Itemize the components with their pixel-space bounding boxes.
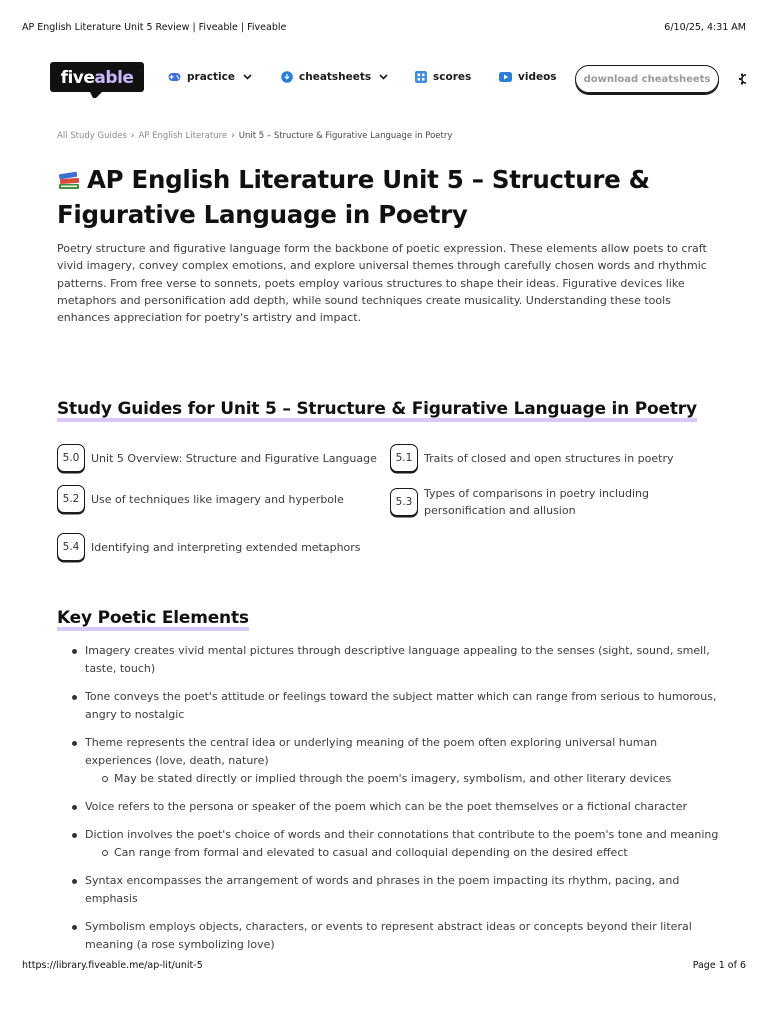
- key-elements-list: [70, 642, 720, 964]
- sub-list-item: May be stated directly or implied through the poem's imagery, symbolism, and other literary devices: [85, 770, 720, 788]
- list-item: [70, 798, 720, 816]
- study-guides-heading-text: Study Guides for Unit 5 – Structure & Figurative Language in Poetry: [57, 399, 697, 422]
- print-footer-url: https://library.fiveable.me/ap-lit/unit-5: [22, 960, 203, 971]
- list-item: [70, 872, 720, 908]
- study-guide-label: Unit 5 Overview: Structure and Figurative Language: [91, 451, 377, 465]
- nav-cheatsheets-label: cheatsheets: [299, 71, 372, 83]
- nav-practice[interactable]: [168, 71, 252, 83]
- breadcrumb-link-all-study-guides[interactable]: All Study Guides: [57, 131, 127, 141]
- fiveable-logo[interactable]: [50, 60, 144, 98]
- study-guide-item[interactable]: [390, 444, 674, 472]
- study-guide-number: 5.3: [390, 488, 418, 516]
- study-guide-item[interactable]: [57, 444, 377, 472]
- list-item-text: Imagery creates vivid mental pictures through descriptive language appealing to the senses (sight, sound, smell, taste, touch): [85, 644, 710, 675]
- nav-videos[interactable]: [499, 71, 557, 83]
- key-elements-heading-text: Key Poetic Elements: [57, 608, 249, 631]
- study-guide-number: 5.0: [57, 444, 85, 472]
- play-icon: [499, 72, 512, 82]
- nav-videos-label: videos: [518, 71, 557, 83]
- list-item-text: Syntax encompasses the arrangement of words and phrases in the poem impacting its rhythm, pacing, and emphasis: [85, 874, 680, 905]
- fiveable-logo-mark: [50, 60, 144, 98]
- breadcrumb: [57, 131, 452, 141]
- download-circle-icon: [281, 71, 293, 83]
- study-guide-item[interactable]: [57, 485, 344, 513]
- study-guide-label: Identifying and interpreting extended metaphors: [91, 540, 361, 554]
- study-guides-heading: [57, 399, 697, 419]
- list-item-text: Voice refers to the persona or speaker of the poem which can be the poet themselves or a fictional character: [85, 800, 688, 813]
- list-item: [70, 688, 720, 724]
- study-guide-number: 5.1: [390, 444, 418, 472]
- download-cheatsheets-button[interactable]: download cheatsheets: [575, 65, 719, 93]
- print-header: [22, 22, 746, 36]
- gamepad-icon: [168, 72, 181, 82]
- breadcrumb-link-ap-english-literature[interactable]: AP English Literature: [138, 131, 228, 141]
- study-guide-label: Traits of closed and open structures in poetry: [424, 451, 674, 465]
- list-item-text: Diction involves the poet's choice of words and their connotations that contribute to the poem's tone and meaning: [85, 828, 719, 841]
- study-guide-label: Use of techniques like imagery and hyperbole: [91, 492, 344, 506]
- chevron-down-icon: [379, 74, 388, 80]
- study-guide-label: Types of comparisons in poetry including personification and allusion: [424, 487, 649, 517]
- nav-practice-label: practice: [187, 71, 235, 83]
- study-guide-number: 5.2: [57, 485, 85, 513]
- list-item: [70, 918, 720, 954]
- sub-list: [85, 844, 720, 862]
- print-footer-page: Page 1 of 6: [692, 960, 746, 971]
- nav-cheatsheets[interactable]: [281, 71, 388, 83]
- page-title-block: [57, 164, 717, 231]
- study-guide-number: 5.4: [57, 533, 85, 561]
- chevron-right-icon: ›: [231, 131, 235, 141]
- study-guide-item[interactable]: [57, 533, 361, 561]
- settings-icon[interactable]: [738, 72, 746, 91]
- print-footer: [22, 960, 746, 974]
- list-item-text: Tone conveys the poet's attitude or feelings toward the subject matter which can range from serious to humorous, angry to nostalgic: [85, 690, 717, 721]
- study-guide-item[interactable]: [390, 485, 680, 519]
- sub-list: [85, 770, 720, 788]
- books-icon: [57, 167, 81, 199]
- nav-scores-label: scores: [433, 71, 472, 83]
- breadcrumb-current: Unit 5 – Structure & Figurative Language in Poetry: [238, 131, 453, 141]
- top-nav: [50, 58, 768, 100]
- intro-paragraph: Poetry structure and figurative language form the backbone of poetic expression. These elements allow poets to craft vivid imagery, convey complex emotions, and explore universal themes through carefully chosen words and rhythmic patterns. From free verse to sonnets, poets employ various structures to shape their ideas. Figurative devices like metaphors and personification add depth, while sound techniques create musicality. Understanding these tools enhances appreciation for poetry's artistry and impact.: [57, 242, 707, 325]
- key-elements-heading: [57, 608, 249, 628]
- sub-list-item: Can range from formal and elevated to casual and colloquial depending on the desired effect: [85, 844, 720, 862]
- svg-text:fiveable: fiveable: [60, 68, 134, 88]
- page-title: AP English Literature Unit 5 – Structure & Figurative Language in Poetry: [57, 165, 650, 229]
- grid-icon: [415, 71, 427, 83]
- list-item: [70, 642, 720, 678]
- list-item-text: Symbolism employs objects, characters, or events to represent abstract ideas or concepts beyond their literal meaning (a rose symbolizing love): [85, 920, 692, 951]
- list-item: [70, 734, 720, 788]
- chevron-right-icon: ›: [130, 131, 135, 141]
- chevron-down-icon: [243, 74, 252, 80]
- nav-scores[interactable]: [415, 71, 471, 83]
- list-item: [70, 826, 720, 862]
- print-header-title: AP English Literature Unit 5 Review | Fiveable | Fiveable: [22, 22, 287, 33]
- list-item-text: Theme represents the central idea or underlying meaning of the poem often exploring universal human experiences (love, death, nature): [85, 736, 658, 767]
- print-header-datetime: 6/10/25, 4:31 AM: [664, 22, 746, 33]
